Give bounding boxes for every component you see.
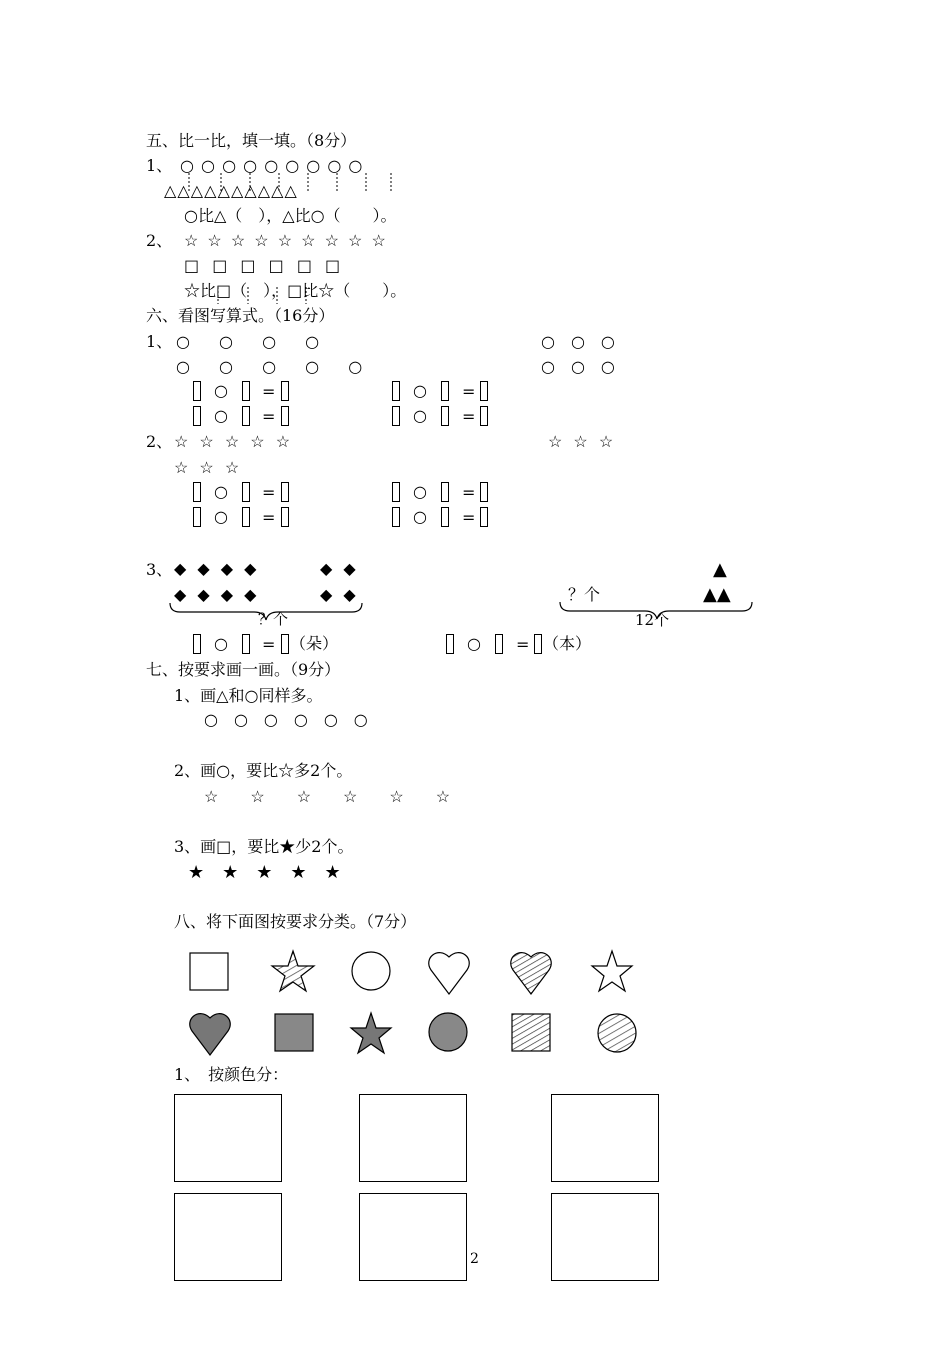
q6-3-diamonds-row1-b: ◆ ◆ [320, 559, 356, 578]
q6-3-diamonds-row2-a: ◆ ◆ ◆ ◆ [174, 585, 257, 604]
q6-3-left-brace-label: ？个 [258, 610, 289, 628]
hatched-star-icon [272, 951, 314, 991]
q7-3-text: 3、画□，要比★少2个。 [174, 837, 354, 856]
category-box[interactable] [359, 1193, 467, 1281]
section-8-title: 八、将下面图按要求分类。（7分） [174, 912, 417, 931]
q5-2-number: 2、 [146, 231, 173, 250]
equals-sign: = [262, 508, 276, 527]
gray-square-icon [275, 1014, 313, 1051]
category-box[interactable] [551, 1193, 659, 1281]
operator-circle: ○ [413, 482, 427, 501]
q6-3-right-brace-label: 12个 [635, 611, 670, 629]
operator-circle: ○ [214, 482, 228, 501]
q5-1-circles: ○ ○ ○ ○ ○ ○ ○ ○ ○ [180, 156, 363, 175]
operator-circle: ○ [413, 507, 427, 526]
hatched-square-icon [512, 1014, 550, 1051]
q6-1-right-row-1: ○ ○ ○ [541, 332, 615, 351]
gray-circle-icon [429, 1013, 467, 1051]
page-number: 2 [470, 1251, 479, 1267]
section-7-title: 七、按要求画一画。（9分） [146, 660, 341, 679]
q7-2-stars: ☆ ☆ ☆ ☆ ☆ ☆ [204, 787, 451, 806]
q5-2-stars: ☆ ☆ ☆ ☆ ☆ ☆ ☆ ☆ ☆ [184, 231, 386, 250]
hatched-circle-icon [598, 1014, 636, 1052]
gray-heart-icon [190, 1014, 231, 1055]
q6-2-left-row-2: ☆ ☆ ☆ [174, 458, 240, 477]
operator-circle: ○ [214, 381, 228, 400]
q6-3-right-question: ？个 [568, 585, 601, 604]
operator-circle: ○ [413, 406, 427, 425]
q7-2-text: 2、画○，要比☆多2个。 [174, 761, 353, 780]
q6-2-right-row-1: ☆ ☆ ☆ [548, 432, 614, 451]
q6-3-diamonds-row1-a: ◆ ◆ ◆ ◆ [174, 559, 257, 578]
section-5-title: 五、比一比，填一填。（8分） [146, 131, 357, 150]
q7-1-circles: ○ ○ ○ ○ ○ ○ [204, 710, 368, 729]
operator-circle: ○ [214, 634, 228, 653]
q6-1-left-row-2: ○ ○ ○ ○ ○ [176, 357, 363, 376]
q6-2-number: 2、 [146, 432, 173, 451]
equals-sign: = [262, 382, 276, 401]
section-6-title: 六、看图写算式。（16分） [146, 306, 335, 325]
equals-sign: = [262, 635, 276, 654]
q6-1-right-row-2: ○ ○ ○ [541, 357, 615, 376]
q8-1-text: 1、 按颜色分： [174, 1065, 289, 1084]
white-square-icon [190, 953, 228, 990]
q5-2-squares: □ □ □ □ □ □ [184, 256, 341, 275]
q7-1-text: 1、画△和○同样多。 [174, 686, 323, 705]
q6-3-triangle-top: ▲ [713, 559, 727, 580]
equals-sign: = [462, 483, 476, 502]
equals-sign: = [262, 407, 276, 426]
q6-1-number: 1、 [146, 332, 173, 351]
category-box[interactable] [359, 1094, 467, 1182]
q6-3-number: 3、 [146, 560, 173, 579]
equals-sign: = [462, 382, 476, 401]
category-box[interactable] [551, 1094, 659, 1182]
q5-1-fill-text: ○比△（ ），△比○（ ）。 [184, 206, 397, 225]
equals-sign: = [462, 407, 476, 426]
white-star-icon [592, 951, 632, 991]
q6-2-left-row-1: ☆ ☆ ☆ ☆ ☆ [174, 432, 291, 451]
hatched-heart-icon [511, 953, 552, 994]
operator-circle: ○ [214, 507, 228, 526]
white-circle-icon [352, 952, 390, 990]
q6-3-left-unit: （朵） [290, 634, 339, 653]
equals-sign: = [262, 483, 276, 502]
equals-sign: = [516, 635, 530, 654]
operator-circle: ○ [214, 406, 228, 425]
q5-2-fill-text: ☆比□（ ），□比☆（ ）。 [184, 281, 407, 300]
q6-3-triangles-bottom: ▲▲ [703, 584, 731, 605]
white-heart-icon [429, 953, 470, 994]
category-box[interactable] [174, 1094, 282, 1182]
operator-circle: ○ [413, 381, 427, 400]
category-box[interactable] [174, 1193, 282, 1281]
q5-1-number: 1、 [146, 156, 173, 175]
operator-circle: ○ [467, 634, 481, 653]
gray-star-icon [351, 1013, 391, 1053]
equals-sign: = [462, 508, 476, 527]
q6-3-diamonds-row2-b: ◆ ◆ [320, 585, 356, 604]
q6-3-right-unit: （本） [543, 634, 592, 653]
q5-1-triangles: △ △ △ △ △ △ △ △ △ △ [164, 181, 295, 200]
q6-1-left-row-1: ○ ○ ○ ○ [176, 332, 320, 351]
q7-3-stars: ★ ★ ★ ★ ★ [188, 862, 341, 883]
